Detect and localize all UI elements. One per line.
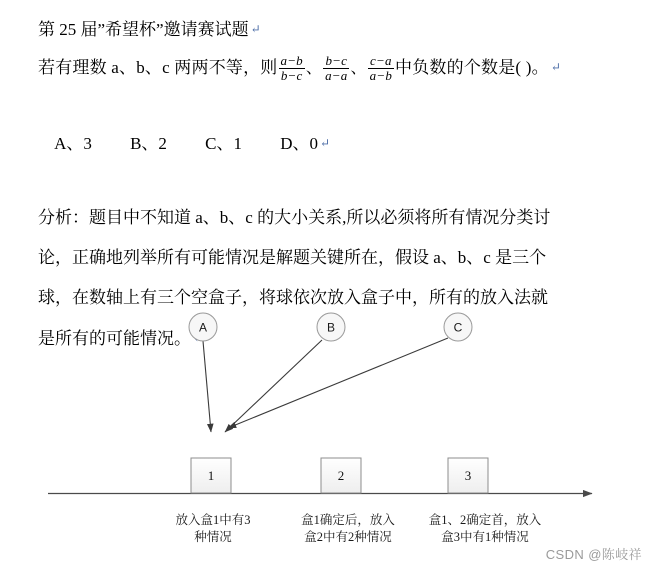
ball-box-diagram — [0, 296, 652, 546]
arrow-from-b — [225, 340, 322, 432]
fraction-2-numerator: b−c — [325, 52, 348, 68]
fraction-3-numerator: c−a — [370, 52, 392, 68]
pilcrow-mark: ↵ — [250, 22, 261, 36]
fraction-3-denominator: a−b — [369, 68, 393, 83]
ball-node-b-label: B — [326, 320, 336, 335]
arrow-from-c — [228, 338, 448, 428]
analysis-line-1: 分析：题目中不知道 a、b、c 的大小关系,所以必须将所有情况分类讨 — [38, 208, 551, 227]
box-2-caption: 盒1确定后，放入 盒2中有2种情况 — [301, 513, 395, 544]
ball-node-a-label: A — [198, 320, 208, 335]
box-1-label: 1 — [207, 468, 215, 483]
connector-arrows — [203, 338, 448, 432]
box-3-caption: 盒1、2确定首，放入 盒3中有1种情况 — [428, 513, 542, 544]
question-line — [38, 47, 628, 89]
ball-node-c-label: C — [453, 320, 463, 335]
fraction-1-denominator: b−c — [279, 68, 305, 83]
fraction-separator-2: 、 — [350, 60, 367, 77]
question-suffix: 中负数的个数是( )。 — [395, 58, 549, 77]
fraction-separator-1: 、 — [305, 60, 323, 77]
pilcrow-mark: ↵ — [320, 136, 331, 150]
answer-options-line — [38, 89, 628, 198]
fraction-2-denominator: a−a — [325, 68, 348, 83]
ball-nodes — [189, 313, 472, 341]
box-2-label: 2 — [337, 468, 345, 483]
fraction-2 — [323, 54, 349, 83]
pilcrow-mark: ↵ — [550, 60, 562, 74]
csdn-watermark: CSDN @陈岐祥 — [545, 547, 642, 562]
fraction-3 — [368, 54, 394, 83]
analysis-line-3: 球，在数轴上有三个空盒子，将球依次放入盒子中，所有的放入法就 — [38, 288, 548, 307]
box-3-label: 3 — [464, 468, 472, 483]
fraction-1-numerator: a−b — [280, 52, 303, 68]
answer-options: A、3 B、2 C、1 D、0 — [54, 134, 319, 153]
analysis-line-2: 论，正确地列举所有可能情况是解题关键所在，假设 a、b、c 是三个 — [38, 248, 547, 267]
exam-title: 第 25 届”希望杯”邀请赛试题 — [38, 20, 249, 39]
boxes — [191, 458, 488, 493]
question-prefix: 若有理数 a、b、c 两两不等，则 — [38, 58, 278, 77]
fraction-1 — [279, 54, 305, 83]
arrow-from-a — [203, 341, 211, 432]
analysis-line-4-text: 是所有的可能情况。 — [38, 329, 191, 348]
box-1-caption: 放入盒1中有3 种情况 — [175, 513, 251, 544]
exam-title-line — [38, 12, 628, 47]
